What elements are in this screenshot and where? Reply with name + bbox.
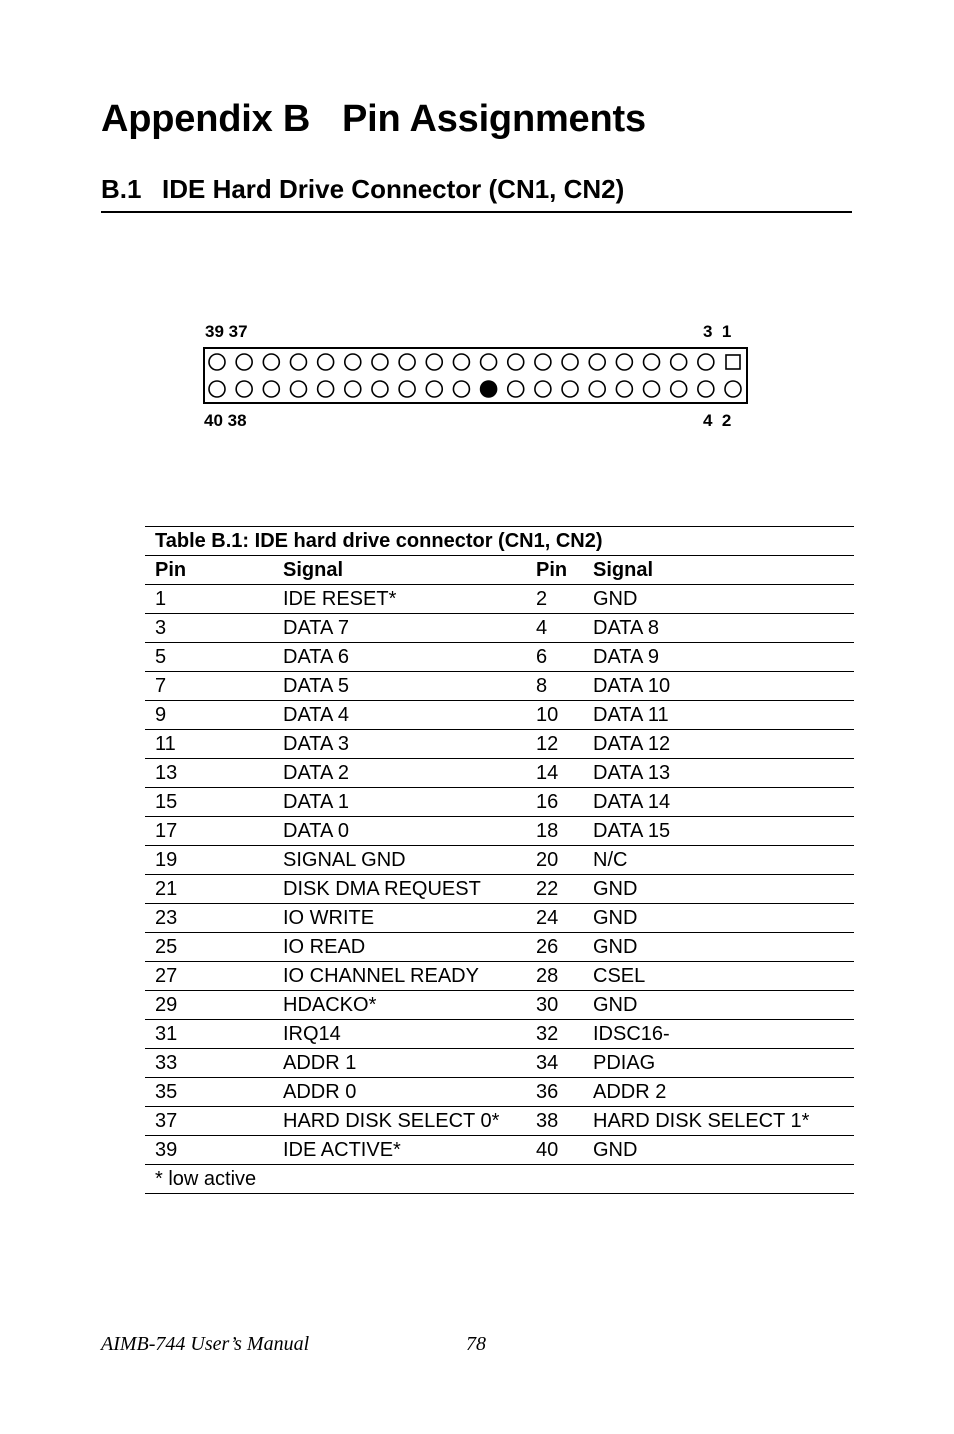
table-row [145, 759, 854, 788]
pin-odd-cell: 31 [145, 1020, 273, 1049]
table-row [145, 788, 854, 817]
signal-odd-cell: IRQ14 [273, 1020, 526, 1049]
pin-odd-cell: 3 [145, 614, 273, 643]
signal-odd-cell: DATA 5 [273, 672, 526, 701]
table-row [145, 875, 854, 904]
pin-even-cell: 18 [526, 817, 583, 846]
connector-pin-30 [345, 381, 361, 397]
signal-even-cell: HARD DISK SELECT 1* [583, 1107, 854, 1136]
pin-odd-cell: 27 [145, 962, 273, 991]
connector-pin-40 [209, 381, 225, 397]
pin-even-cell: 10 [526, 701, 583, 730]
signal-even-cell: GND [583, 585, 854, 614]
table-row [145, 933, 854, 962]
header-signal-even: Signal [583, 556, 854, 585]
appendix-label: Appendix B [101, 98, 311, 140]
table-row [145, 904, 854, 933]
pin-label-4-2: 4 2 [703, 411, 732, 430]
signal-even-cell: GND [583, 1136, 854, 1165]
signal-odd-cell: SIGNAL GND [273, 846, 526, 875]
pin-odd-cell: 13 [145, 759, 273, 788]
pin-odd-cell: 23 [145, 904, 273, 933]
connector-pin-28 [372, 381, 388, 397]
table-note-row [145, 1165, 854, 1194]
pin-even-cell: 22 [526, 875, 583, 904]
pin-odd-cell: 25 [145, 933, 273, 962]
pin-odd-cell: 15 [145, 788, 273, 817]
signal-even-cell: GND [583, 933, 854, 962]
pin-odd-cell: 21 [145, 875, 273, 904]
connector-pin-14 [562, 381, 578, 397]
connector-pin-35 [263, 354, 279, 370]
table-caption-row [145, 527, 854, 556]
signal-even-cell: DATA 10 [583, 672, 854, 701]
connector-outline [204, 348, 747, 403]
table-row [145, 585, 854, 614]
pin-assignment-table [145, 526, 854, 1194]
connector-pin-38 [236, 381, 252, 397]
connector-pin-18 [508, 381, 524, 397]
connector-pin-5 [671, 354, 687, 370]
pin-odd-cell: 29 [145, 991, 273, 1020]
pin-even-cell: 38 [526, 1107, 583, 1136]
signal-odd-cell: DISK DMA REQUEST [273, 875, 526, 904]
connector-pin-37 [236, 354, 252, 370]
pin-even-cell: 30 [526, 991, 583, 1020]
pin-even-cell: 36 [526, 1078, 583, 1107]
connector-pin-31 [318, 354, 334, 370]
connector-pin-27 [372, 354, 388, 370]
signal-odd-cell: IO CHANNEL READY [273, 962, 526, 991]
connector-pin-33 [290, 354, 306, 370]
section-name: IDE Hard Drive Connector (CN1, CN2) [162, 174, 625, 204]
table-row [145, 846, 854, 875]
signal-odd-cell: IO READ [273, 933, 526, 962]
connector-pin-39 [209, 354, 225, 370]
pin-even-cell: 12 [526, 730, 583, 759]
connector-pin-15 [535, 354, 551, 370]
connector-pin-9 [616, 354, 632, 370]
signal-even-cell: DATA 11 [583, 701, 854, 730]
pin-even-cell: 4 [526, 614, 583, 643]
signal-even-cell: GND [583, 904, 854, 933]
connector-pin-13 [562, 354, 578, 370]
signal-odd-cell: DATA 4 [273, 701, 526, 730]
pin-odd-cell: 39 [145, 1136, 273, 1165]
connector-pin-25 [399, 354, 415, 370]
table-row [145, 1049, 854, 1078]
connector-pin-16 [535, 381, 551, 397]
pin-odd-cell: 9 [145, 701, 273, 730]
header-pin-even: Pin [526, 556, 583, 585]
table-note: * low active [145, 1165, 854, 1194]
signal-even-cell: N/C [583, 846, 854, 875]
signal-even-cell: DATA 9 [583, 643, 854, 672]
pin-even-cell: 34 [526, 1049, 583, 1078]
table-row [145, 991, 854, 1020]
table-row [145, 962, 854, 991]
signal-odd-cell: IDE RESET* [273, 585, 526, 614]
connector-pin-10 [616, 381, 632, 397]
signal-odd-cell: HARD DISK SELECT 0* [273, 1107, 526, 1136]
pin-even-cell: 16 [526, 788, 583, 817]
table-caption: Table B.1: IDE hard drive connector (CN1, CN2) [145, 527, 854, 556]
signal-even-cell: DATA 12 [583, 730, 854, 759]
table-row [145, 730, 854, 759]
connector-pin-22 [453, 381, 469, 397]
section-number: B.1 [101, 174, 142, 204]
header-pin-odd: Pin [145, 556, 273, 585]
table-row [145, 614, 854, 643]
footer-page-number: 78 [466, 1333, 486, 1355]
pin-label-3-1: 3 1 [703, 322, 732, 341]
connector-pin-19 [481, 354, 497, 370]
signal-even-cell: DATA 14 [583, 788, 854, 817]
connector-pin-8 [644, 381, 660, 397]
pin-odd-cell: 37 [145, 1107, 273, 1136]
appendix-name: Pin Assignments [342, 98, 646, 140]
pin-even-cell: 20 [526, 846, 583, 875]
pin-odd-cell: 35 [145, 1078, 273, 1107]
signal-even-cell: PDIAG [583, 1049, 854, 1078]
pin-even-cell: 28 [526, 962, 583, 991]
signal-even-cell: ADDR 2 [583, 1078, 854, 1107]
table-row [145, 1078, 854, 1107]
connector-pin-26 [399, 381, 415, 397]
pin-even-cell: 2 [526, 585, 583, 614]
table-row [145, 643, 854, 672]
connector-pin-34 [290, 381, 306, 397]
connector-pin-20 [481, 381, 497, 397]
pin-label-40-38: 40 38 [204, 411, 247, 430]
pin-even-cell: 24 [526, 904, 583, 933]
signal-even-cell: DATA 8 [583, 614, 854, 643]
signal-odd-cell: DATA 6 [273, 643, 526, 672]
pin-odd-cell: 1 [145, 585, 273, 614]
table-header-row [145, 556, 854, 585]
connector-pin-6 [671, 381, 687, 397]
connector-header [0, 0, 954, 460]
pin-odd-cell: 11 [145, 730, 273, 759]
pin-odd-cell: 7 [145, 672, 273, 701]
signal-even-cell: GND [583, 991, 854, 1020]
signal-even-cell: DATA 15 [583, 817, 854, 846]
pin-even-cell: 6 [526, 643, 583, 672]
table-row [145, 1020, 854, 1049]
signal-odd-cell: IDE ACTIVE* [273, 1136, 526, 1165]
signal-odd-cell: ADDR 1 [273, 1049, 526, 1078]
connector-pin-2 [725, 381, 741, 397]
table-row [145, 817, 854, 846]
signal-odd-cell: DATA 7 [273, 614, 526, 643]
header-signal-odd: Signal [273, 556, 526, 585]
connector-pin-7 [644, 354, 660, 370]
connector-pin-4 [698, 381, 714, 397]
signal-odd-cell: HDACKO* [273, 991, 526, 1020]
signal-even-cell: DATA 13 [583, 759, 854, 788]
signal-even-cell: GND [583, 875, 854, 904]
connector-pin-12 [589, 381, 605, 397]
table-row [145, 1136, 854, 1165]
pin-label-39-37: 39 37 [205, 322, 248, 341]
table-row [145, 701, 854, 730]
table-row [145, 1107, 854, 1136]
connector-pin-24 [426, 381, 442, 397]
signal-odd-cell: DATA 1 [273, 788, 526, 817]
connector-pin-11 [589, 354, 605, 370]
signal-even-cell: CSEL [583, 962, 854, 991]
connector-pin-36 [263, 381, 279, 397]
signal-odd-cell: IO WRITE [273, 904, 526, 933]
pin-even-cell: 26 [526, 933, 583, 962]
signal-odd-cell: DATA 2 [273, 759, 526, 788]
connector-pin-23 [426, 354, 442, 370]
connector-pin-1 [726, 355, 740, 369]
connector-pin-17 [508, 354, 524, 370]
pin-even-cell: 8 [526, 672, 583, 701]
pin-odd-cell: 5 [145, 643, 273, 672]
connector-pin-21 [453, 354, 469, 370]
pin-even-cell: 40 [526, 1136, 583, 1165]
footer-manual-title: AIMB-744 User’s Manual [101, 1333, 310, 1355]
pin-even-cell: 14 [526, 759, 583, 788]
signal-odd-cell: DATA 3 [273, 730, 526, 759]
pin-even-cell: 32 [526, 1020, 583, 1049]
pin-odd-cell: 33 [145, 1049, 273, 1078]
table-row [145, 672, 854, 701]
table-body [145, 585, 854, 1165]
pin-odd-cell: 19 [145, 846, 273, 875]
connector-pin-32 [318, 381, 334, 397]
connector-diagram [0, 0, 954, 460]
connector-pin-29 [345, 354, 361, 370]
connector-pin-3 [698, 354, 714, 370]
signal-odd-cell: DATA 0 [273, 817, 526, 846]
signal-odd-cell: ADDR 0 [273, 1078, 526, 1107]
pin-odd-cell: 17 [145, 817, 273, 846]
signal-even-cell: IDSC16- [583, 1020, 854, 1049]
